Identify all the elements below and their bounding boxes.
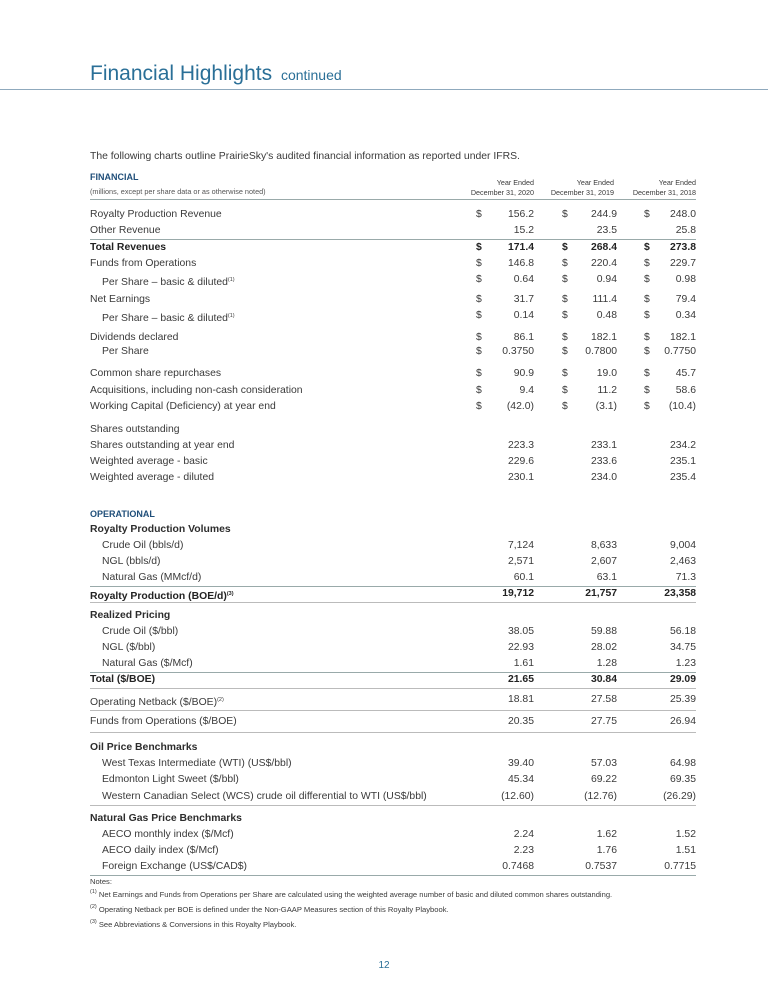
cell-value: 8,633 (590, 540, 617, 551)
row-label-text: Weighted average - basic (90, 456, 208, 467)
cell-value: 69.35 (669, 774, 696, 785)
table-row (90, 256, 696, 272)
cell-value: 1.61 (513, 658, 534, 669)
cell-value: 29.09 (669, 674, 696, 685)
currency-symbol: $ (644, 274, 650, 285)
row-label-text: AECO monthly index ($/Mcf) (102, 829, 234, 840)
row-divider (90, 805, 696, 806)
row-label (90, 256, 196, 272)
row-label (90, 223, 160, 239)
cell-value: 25.39 (669, 694, 696, 705)
cell-value: 1.51 (675, 845, 696, 856)
table-row (90, 859, 696, 875)
cell-value: 63.1 (596, 572, 617, 583)
note-marker: (3) (90, 919, 97, 925)
row-divider (90, 602, 696, 603)
cell-value: 18.81 (507, 694, 534, 705)
row-label-text: West Texas Intermediate (WTI) (US$/bbl) (102, 758, 292, 769)
currency-symbol: $ (562, 385, 568, 396)
currency-symbol: $ (562, 274, 568, 285)
currency-symbol: $ (476, 294, 482, 305)
row-label (102, 554, 161, 570)
cell-value: 1.62 (596, 829, 617, 840)
table-row (90, 756, 696, 772)
row-label-text: Common share repurchases (90, 368, 222, 379)
cell-value: 1.52 (675, 829, 696, 840)
table-row (90, 714, 696, 730)
row-label-text: Edmonton Light Sweet ($/bbl) (102, 774, 239, 785)
cell-value: 60.1 (513, 572, 534, 583)
cell-value: 2,607 (590, 556, 617, 567)
currency-symbol: $ (562, 209, 568, 220)
currency-symbol: $ (476, 346, 482, 357)
header-divider (0, 89, 768, 90)
row-label-text: Acquisitions, including non-cash consideration (90, 385, 303, 396)
cell-value: 31.7 (513, 294, 534, 305)
cell-value: 268.4 (590, 242, 617, 253)
row-label-text: Total Revenues (90, 242, 167, 253)
column-header-line1: Year Ended (658, 178, 696, 187)
note-2 (90, 902, 612, 915)
row-label-text: Working Capital (Deficiency) at year end (90, 401, 276, 412)
row-divider (90, 688, 696, 689)
cell-value: (42.0) (506, 401, 534, 412)
table-row (90, 672, 696, 688)
table-row (90, 811, 696, 827)
note-1 (90, 887, 612, 900)
table-row (90, 740, 696, 756)
table-row (90, 772, 696, 788)
cell-value: 0.94 (596, 274, 617, 285)
cell-value: (3.1) (595, 401, 617, 412)
cell-value: 45.7 (675, 368, 696, 379)
row-label (90, 740, 197, 756)
cell-value: 2,463 (669, 556, 696, 567)
row-label (90, 714, 237, 730)
table-row (90, 656, 696, 672)
cell-value: 39.40 (507, 758, 534, 769)
currency-symbol: $ (476, 242, 482, 253)
operational-section-label: OPERATIONAL (90, 509, 155, 519)
cell-value: 1.28 (596, 658, 617, 669)
cell-value: 21,757 (585, 588, 617, 599)
table-header-divider (90, 199, 696, 200)
row-label (102, 843, 219, 859)
cell-value: 0.48 (596, 310, 617, 321)
cell-value: 22.93 (507, 642, 534, 653)
cell-value: 0.7715 (664, 861, 696, 872)
currency-symbol: $ (476, 310, 482, 321)
row-label-text: Per Share – basic & diluted (102, 277, 228, 288)
page-title-main: Financial Highlights (90, 62, 273, 85)
table-row (90, 454, 696, 470)
currency-symbol: $ (644, 332, 650, 343)
currency-symbol: $ (476, 258, 482, 269)
notes-title: Notes: (90, 877, 112, 886)
cell-value: 0.7537 (585, 861, 617, 872)
cell-value: 233.1 (590, 440, 617, 451)
row-label-text: Other Revenue (90, 225, 161, 236)
cell-value: 220.4 (590, 258, 617, 269)
cell-value: 230.1 (507, 472, 534, 483)
row-label (90, 422, 180, 438)
table-row (90, 692, 696, 708)
cell-value: 1.23 (675, 658, 696, 669)
row-label (102, 789, 427, 805)
table-row (90, 366, 696, 382)
cell-value: 235.4 (669, 472, 696, 483)
cell-value: 0.14 (513, 310, 534, 321)
row-label (90, 692, 224, 711)
currency-symbol: $ (562, 346, 568, 357)
cell-value: 0.34 (675, 310, 696, 321)
row-label (90, 470, 214, 486)
row-label-text: Royalty Production Volumes (90, 524, 231, 535)
cell-value: 2,571 (507, 556, 534, 567)
currency-symbol: $ (562, 242, 568, 253)
row-label-text: Royalty Production Revenue (90, 209, 222, 220)
cell-value: 146.8 (507, 258, 534, 269)
currency-symbol: $ (562, 401, 568, 412)
row-label-text: Per Share – basic & diluted (102, 313, 228, 324)
cell-value: 19.0 (596, 368, 617, 379)
row-label (102, 859, 247, 875)
table-row (90, 399, 696, 415)
cell-value: 233.6 (590, 456, 617, 467)
table-row (90, 308, 696, 324)
footnote-marker: (1) (227, 313, 235, 319)
currency-symbol: $ (644, 368, 650, 379)
cell-value: 273.8 (669, 242, 696, 253)
cell-value: 248.0 (669, 209, 696, 220)
currency-symbol: $ (644, 258, 650, 269)
cell-value: 2.23 (513, 845, 534, 856)
row-label (102, 308, 235, 327)
cell-value: 21.65 (507, 674, 534, 685)
row-label (102, 756, 292, 772)
table-row (90, 207, 696, 223)
row-label (102, 570, 201, 586)
column-header-line1: Year Ended (576, 178, 614, 187)
cell-value: 38.05 (507, 626, 534, 637)
cell-value: 182.1 (669, 332, 696, 343)
currency-symbol: $ (562, 258, 568, 269)
note-text: Operating Netback per BOE is defined under the Non-GAAP Measures section of this Royalty Playbook. (98, 905, 449, 914)
row-label-text: Realized Pricing (90, 610, 171, 621)
currency-symbol: $ (476, 274, 482, 285)
note-3 (90, 917, 612, 930)
table-row (90, 240, 696, 256)
note-marker: (1) (90, 889, 97, 895)
table-row (90, 344, 696, 360)
row-label (102, 624, 178, 640)
table-row (90, 470, 696, 486)
cell-value: 59.88 (590, 626, 617, 637)
currency-symbol: $ (644, 346, 650, 357)
row-label-text: Oil Price Benchmarks (90, 742, 198, 753)
row-label-text: Crude Oil (bbls/d) (102, 540, 184, 551)
cell-value: 23,358 (664, 588, 696, 599)
currency-symbol: $ (644, 401, 650, 412)
row-label-text: Crude Oil ($/bbl) (102, 626, 179, 637)
table-row (90, 272, 696, 288)
cell-value: 64.98 (669, 758, 696, 769)
row-label-text: Operating Netback ($/BOE) (90, 697, 218, 708)
row-label (90, 608, 170, 624)
row-label-text: NGL (bbls/d) (102, 556, 161, 567)
row-label-text: Shares outstanding at year end (90, 440, 235, 451)
notes (90, 876, 612, 930)
table-row (90, 586, 696, 602)
row-label (102, 827, 234, 843)
table-row (90, 292, 696, 308)
cell-value: 111.4 (592, 294, 617, 305)
currency-symbol: $ (562, 294, 568, 305)
currency-symbol: $ (644, 310, 650, 321)
row-label (102, 344, 149, 360)
financial-section-label: FINANCIAL (90, 172, 139, 182)
cell-value: 71.3 (675, 572, 696, 583)
footnote-marker: (2) (217, 697, 224, 703)
cell-value: 223.3 (507, 440, 534, 451)
row-label-text: Shares outstanding (90, 424, 180, 435)
cell-value: 69.22 (590, 774, 617, 785)
cell-value: 235.1 (669, 456, 696, 467)
cell-value: (12.60) (501, 791, 534, 802)
table-row (90, 538, 696, 554)
row-label (90, 399, 276, 415)
cell-value: 20.35 (507, 716, 534, 727)
column-header-2018 (606, 178, 696, 198)
table-row (90, 570, 696, 586)
cell-value: 15.2 (513, 225, 534, 236)
row-label (102, 772, 239, 788)
currency-symbol: $ (476, 209, 482, 220)
currency-symbol: $ (562, 368, 568, 379)
column-header-line2: December 31, 2019 (550, 188, 614, 197)
row-label-text: Natural Gas (MMcf/d) (102, 572, 202, 583)
currency-symbol: $ (476, 401, 482, 412)
row-divider (90, 732, 696, 733)
table-row (90, 422, 696, 438)
row-divider (90, 710, 696, 711)
cell-value: 156.2 (507, 209, 534, 220)
cell-value: 27.75 (590, 716, 617, 727)
footnote-marker: (1) (227, 277, 235, 283)
table-row (90, 624, 696, 640)
row-label-text: Total ($/BOE) (90, 674, 156, 685)
page-title-sub: continued (280, 67, 342, 83)
row-label-text: Natural Gas ($/Mcf) (102, 658, 193, 669)
row-label (102, 656, 193, 672)
cell-value: 27.58 (590, 694, 617, 705)
row-label (90, 240, 166, 256)
cell-value: 234.0 (590, 472, 617, 483)
row-label-text: Foreign Exchange (US$/CAD$) (102, 861, 247, 872)
currency-symbol: $ (644, 209, 650, 220)
row-label-text: Funds from Operations (90, 258, 197, 269)
row-label (90, 672, 155, 688)
row-label (90, 438, 234, 454)
note-text: Net Earnings and Funds from Operations per Share are calculated using the weighted average number of basic and diluted common shares outstanding. (98, 890, 613, 899)
currency-symbol: $ (476, 385, 482, 396)
cell-value: 45.34 (507, 774, 534, 785)
cell-value: 0.7468 (502, 861, 534, 872)
row-label (90, 811, 242, 827)
currency-symbol: $ (562, 310, 568, 321)
cell-value: 182.1 (590, 332, 617, 343)
footnote-marker: (3) (226, 591, 234, 597)
table-row (90, 522, 696, 538)
note-marker: (2) (90, 904, 97, 910)
page-number: 12 (378, 960, 390, 971)
table-row (90, 608, 696, 624)
row-label (90, 207, 222, 223)
cell-value: 0.98 (675, 274, 696, 285)
currency-symbol: $ (476, 368, 482, 379)
cell-value: 90.9 (513, 368, 534, 379)
cell-value: 0.3750 (502, 346, 534, 357)
row-label-text: Royalty Production (BOE/d) (90, 591, 227, 602)
cell-value: (12.76) (584, 791, 617, 802)
column-header-2020 (444, 178, 534, 198)
note-text: See Abbreviations & Conversions in this Royalty Playbook. (98, 920, 297, 929)
row-label (102, 272, 235, 291)
financial-units-note: (millions, except per share data or as otherwise noted) (90, 187, 266, 196)
row-label (90, 522, 231, 538)
currency-symbol: $ (644, 294, 650, 305)
cell-value: 1.76 (596, 845, 617, 856)
column-header-line1: Year Ended (496, 178, 534, 187)
table-row (90, 554, 696, 570)
cell-value: 79.4 (675, 294, 696, 305)
cell-value: 9.4 (519, 385, 534, 396)
row-label-text: Western Canadian Select (WCS) crude oil differential to WTI (US$/bbl) (102, 791, 427, 802)
column-header-line2: December 31, 2018 (632, 188, 696, 197)
cell-value: 25.8 (675, 225, 696, 236)
cell-value: 234.2 (669, 440, 696, 451)
row-label (90, 454, 208, 470)
cell-value: 9,004 (669, 540, 696, 551)
cell-value: 26.94 (669, 716, 696, 727)
row-label-text: NGL ($/bbl) (102, 642, 156, 653)
cell-value: 0.7750 (664, 346, 696, 357)
cell-value: 229.7 (669, 258, 696, 269)
currency-symbol: $ (644, 242, 650, 253)
cell-value: 28.02 (590, 642, 617, 653)
cell-value: 0.64 (513, 274, 534, 285)
intro-text: The following charts outline PrairieSky's audited financial information as reported under IFRS. (90, 151, 520, 162)
row-label-text: Natural Gas Price Benchmarks (90, 813, 242, 824)
cell-value: 86.1 (513, 332, 534, 343)
table-row (90, 438, 696, 454)
table-row (90, 789, 696, 805)
row-label (90, 383, 303, 399)
table-row (90, 223, 696, 239)
currency-symbol: $ (644, 385, 650, 396)
cell-value: 244.9 (590, 209, 617, 220)
row-label-text: Dividends declared (90, 332, 179, 343)
cell-value: 7,124 (507, 540, 534, 551)
column-header-line2: December 31, 2020 (470, 188, 534, 197)
cell-value: 229.6 (507, 456, 534, 467)
cell-value: (26.29) (663, 791, 696, 802)
currency-symbol: $ (476, 332, 482, 343)
row-label (102, 538, 183, 554)
row-label-text: Funds from Operations ($/BOE) (90, 716, 237, 727)
cell-value: 0.7800 (585, 346, 617, 357)
cell-value: 2.24 (513, 829, 534, 840)
column-header-2019 (524, 178, 614, 198)
cell-value: 11.2 (597, 385, 617, 396)
row-label-text: AECO daily index ($/Mcf) (102, 845, 219, 856)
row-label-text: Weighted average - diluted (90, 472, 214, 483)
cell-value: 171.4 (507, 242, 534, 253)
row-label (90, 366, 221, 382)
table-row (90, 383, 696, 399)
cell-value: 30.84 (590, 674, 617, 685)
row-label-text: Net Earnings (90, 294, 151, 305)
row-label (90, 292, 150, 308)
table-row (90, 843, 696, 859)
cell-value: 23.5 (596, 225, 617, 236)
row-label-text: Per Share (102, 346, 149, 357)
cell-value: 34.75 (669, 642, 696, 653)
cell-value: 56.18 (669, 626, 696, 637)
table-row (90, 640, 696, 656)
row-label (102, 640, 155, 656)
cell-value: 57.03 (590, 758, 617, 769)
cell-value: 19,712 (502, 588, 534, 599)
table-row (90, 827, 696, 843)
page-title (90, 62, 342, 86)
cell-value: 58.6 (675, 385, 696, 396)
currency-symbol: $ (562, 332, 568, 343)
cell-value: (10.4) (668, 401, 696, 412)
